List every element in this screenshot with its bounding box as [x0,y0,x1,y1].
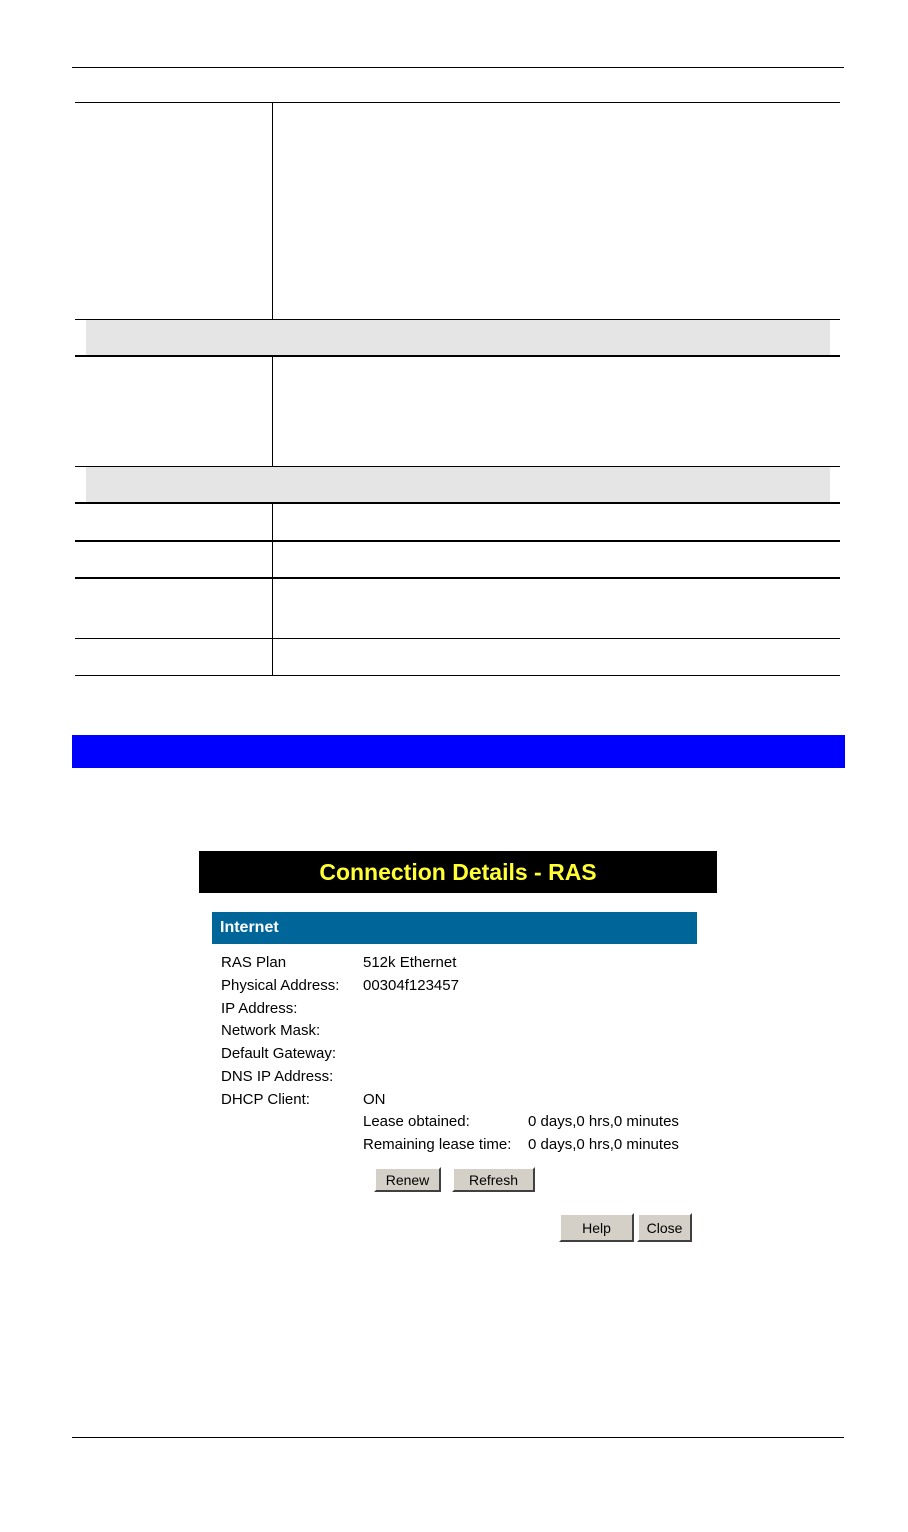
table-section-header [86,467,830,502]
help-button[interactable]: Help [559,1213,634,1242]
screen-title-bar [199,851,717,893]
table-line [75,466,840,467]
screen-title: Connection Details - RAS [319,858,597,885]
table-line [75,638,840,639]
field-label-physical-address: Physical Address: [221,977,340,994]
refresh-button[interactable]: Refresh [452,1167,535,1192]
table-line [75,102,840,103]
table-line [75,675,840,676]
renew-button[interactable]: Renew [374,1167,441,1192]
field-value-dhcp-client: ON [363,1091,386,1108]
field-label-ras-plan: RAS Plan [221,954,287,971]
lease-obtained-value: 0 days,0 hrs,0 minutes [528,1113,679,1130]
remaining-lease-value: 0 days,0 hrs,0 minutes [528,1136,679,1153]
lease-obtained-label: Lease obtained: [363,1113,470,1130]
field-label-dns-ip-address: DNS IP Address: [221,1068,334,1085]
remaining-lease-label: Remaining lease time: [363,1136,512,1153]
table-line [75,355,840,357]
field-value-ras-plan: 512k Ethernet [363,954,457,971]
table-section-header [86,320,830,355]
field-label-ip-address: IP Address: [221,1000,298,1017]
footer-rule [72,1437,844,1438]
field-label-network-mask: Network Mask: [221,1022,321,1039]
close-button[interactable]: Close [637,1213,692,1242]
connection-details-screenshot [199,851,717,1251]
table-line [75,577,840,579]
field-label-dhcp-client: DHCP Client: [221,1091,310,1108]
table-line [75,319,840,320]
field-label-default-gateway: Default Gateway: [221,1045,337,1062]
field-value-physical-address: 00304f123457 [363,977,459,994]
header-rule [72,67,844,68]
table-line [75,502,840,504]
table-column-divider [272,102,273,319]
section-heading-banner [72,735,845,768]
table-column-divider [272,357,273,466]
internet-section-label: Internet [220,919,279,936]
table-line [75,540,840,542]
table-column-divider [272,504,273,675]
internet-section-bar [212,912,697,944]
